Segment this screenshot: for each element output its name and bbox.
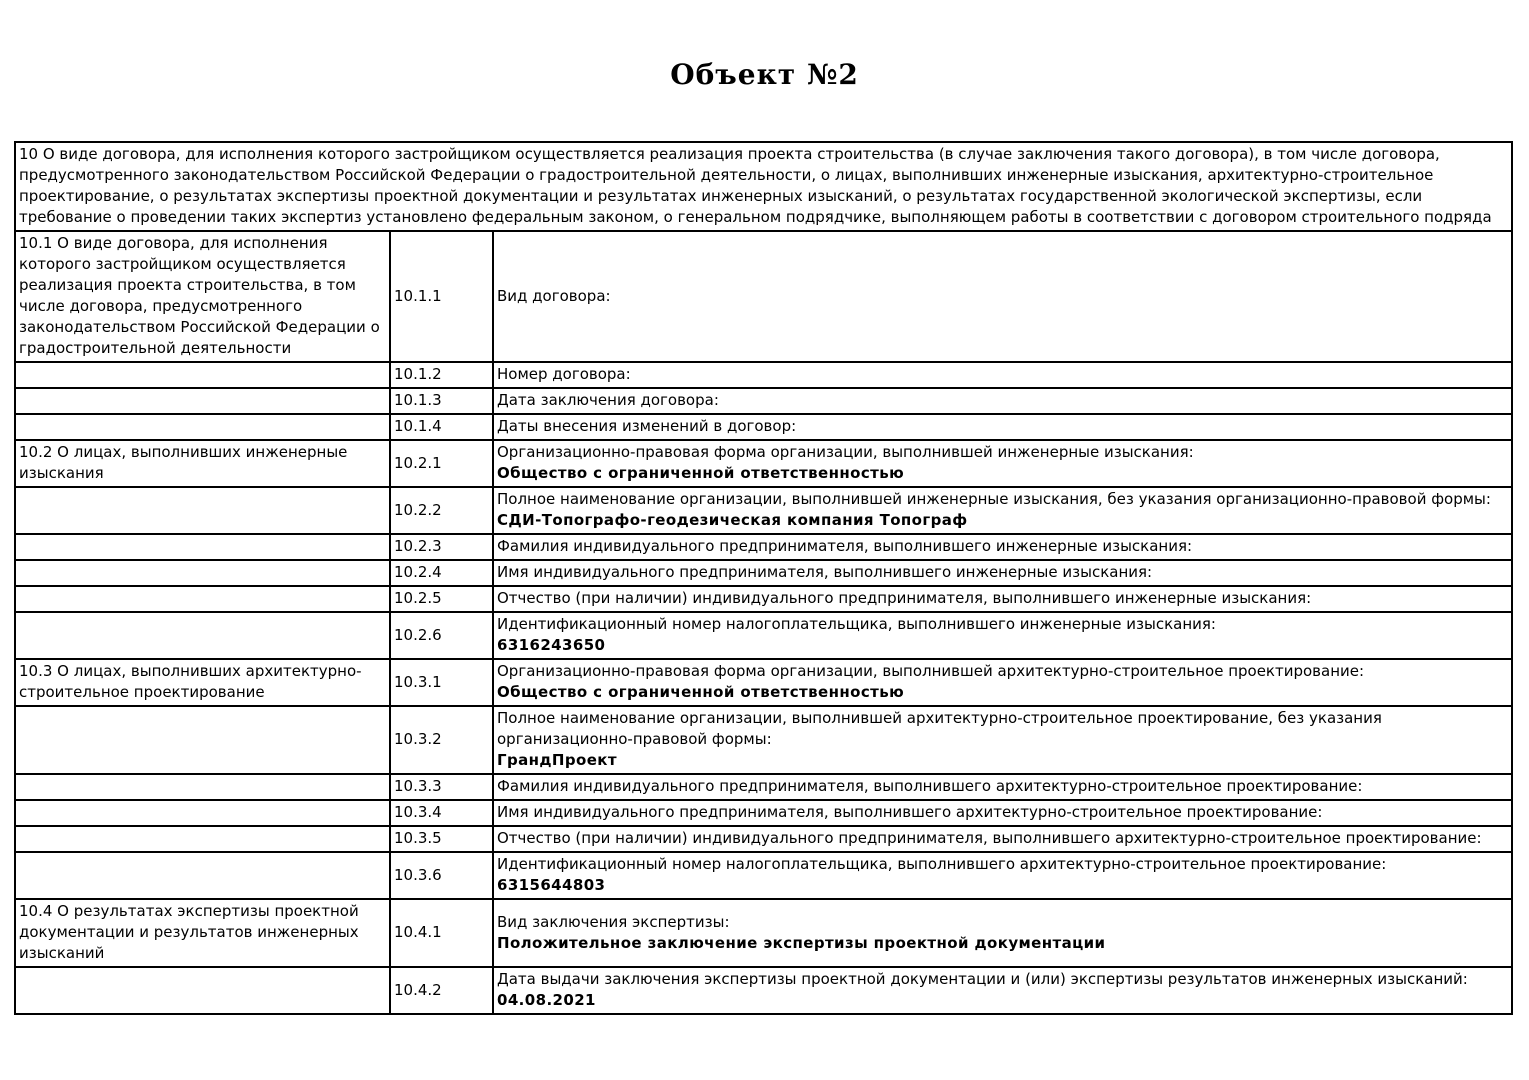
row-label: Вид заключения экспертизы: — [497, 912, 730, 931]
table-row — [15, 586, 1512, 612]
row-number: 10.2.2 — [390, 487, 493, 534]
table-row — [15, 231, 1512, 362]
page-title: Объект №2 — [670, 58, 859, 91]
row-description — [493, 534, 1512, 560]
row-number: 10.2.4 — [390, 560, 493, 586]
row-label: Имя индивидуального предпринимателя, выполнившего архитектурно-строительное проектирование: — [497, 803, 1323, 821]
row-label: Идентификационный номер налогоплательщика, выполнившего архитектурно-строительное проектирование: — [497, 855, 1387, 873]
row-section-label — [15, 706, 390, 774]
table-body — [15, 142, 1512, 1014]
row-section-label — [15, 534, 390, 560]
row-number: 10.2.3 — [390, 534, 493, 560]
row-label: Номер договора: — [497, 365, 631, 383]
row-value: СДИ-Топографо-геодезическая компания Топограф — [497, 511, 968, 529]
table-row — [15, 612, 1512, 659]
row-value: 04.08.2021 — [497, 991, 596, 1009]
row-section-label — [15, 612, 390, 659]
row-number: 10.2.1 — [390, 440, 493, 487]
row-description — [493, 706, 1512, 774]
section-10-header: 10 О виде договора, для исполнения которого застройщиком осуществляется реализация проекта строительства (в случае заключения такого договора), в том числе договора, предусмотренного законодательством Российской Федерации о градостроительной деятельности, о лицах, выполнивших инженерные изыскания, архитектурно-строительное проектирование, о результатах экспертизы проектной документации и результатах инженерных изысканий, о результатах государственной экологической экспертизы, если требование о проведении таких экспертиз установлено федеральным законом, о генеральном подрядчике, выполняющем работы в соответствии с договором строительного подряда — [15, 142, 1512, 231]
row-description — [493, 659, 1512, 706]
row-number: 10.2.5 — [390, 586, 493, 612]
row-label: Полное наименование организации, выполнившей инженерные изыскания, без указания организационно-правовой формы: — [497, 490, 1491, 508]
row-number: 10.2.6 — [390, 612, 493, 659]
row-number: 10.3.3 — [390, 774, 493, 800]
table-row — [15, 800, 1512, 826]
table-row — [15, 362, 1512, 388]
table-row — [15, 534, 1512, 560]
table-row — [15, 826, 1512, 852]
row-number: 10.4.1 — [390, 899, 493, 967]
table-section-header-row — [15, 142, 1512, 231]
row-value: 6315644803 — [497, 876, 606, 894]
table-row — [15, 659, 1512, 706]
row-description — [493, 852, 1512, 899]
table-row — [15, 388, 1512, 414]
row-label: Отчество (при наличии) индивидуального предпринимателя, выполнившего инженерные изыскания: — [497, 589, 1312, 607]
table-row — [15, 774, 1512, 800]
row-value: ГрандПроект — [497, 751, 617, 769]
row-description — [493, 560, 1512, 586]
row-value: Положительное заключение экспертизы проектной документации — [497, 933, 1106, 952]
row-description — [493, 586, 1512, 612]
row-section-label — [15, 414, 390, 440]
row-label: Полное наименование организации, выполнившей архитектурно-строительное проектирование, без указания организационно-правовой формы: — [497, 709, 1382, 748]
table-row — [15, 414, 1512, 440]
row-number: 10.3.4 — [390, 800, 493, 826]
row-label: Организационно-правовая форма организации, выполнившей инженерные изыскания: — [497, 443, 1194, 461]
row-description — [493, 414, 1512, 440]
table-row — [15, 899, 1512, 967]
row-section-label — [15, 388, 390, 414]
row-label: Дата выдачи заключения экспертизы проектной документации и (или) экспертизы результатов инженерных изысканий: — [497, 970, 1468, 988]
row-description — [493, 774, 1512, 800]
row-number: 10.3.2 — [390, 706, 493, 774]
row-description — [493, 612, 1512, 659]
row-value: Общество с ограниченной ответственностью — [497, 683, 905, 701]
table-row — [15, 440, 1512, 487]
row-description — [493, 800, 1512, 826]
row-description — [493, 388, 1512, 414]
row-label: Организационно-правовая форма организации, выполнившей архитектурно-строительное проектирование: — [497, 662, 1365, 680]
row-label: Вид договора: — [497, 286, 611, 305]
row-section-label — [15, 487, 390, 534]
row-number: 10.3.6 — [390, 852, 493, 899]
row-number: 10.3.5 — [390, 826, 493, 852]
row-number: 10.4.2 — [390, 967, 493, 1014]
row-section-label — [15, 774, 390, 800]
table-row — [15, 852, 1512, 899]
row-value: 6316243650 — [497, 636, 606, 654]
row-description — [493, 231, 1512, 362]
row-section-label: 10.3 О лицах, выполнивших архитектурно-строительное проектирование — [15, 659, 390, 706]
row-description — [493, 487, 1512, 534]
row-section-label — [15, 800, 390, 826]
row-number: 10.1.4 — [390, 414, 493, 440]
row-value: Общество с ограниченной ответственностью — [497, 464, 905, 482]
row-description — [493, 362, 1512, 388]
row-label: Имя индивидуального предпринимателя, выполнившего инженерные изыскания: — [497, 563, 1153, 581]
table-row — [15, 560, 1512, 586]
table-row — [15, 706, 1512, 774]
row-number: 10.3.1 — [390, 659, 493, 706]
row-description — [493, 899, 1512, 967]
row-label: Отчество (при наличии) индивидуального предпринимателя, выполнившего архитектурно-строительное проектирование: — [497, 829, 1482, 847]
row-number: 10.1.1 — [390, 231, 493, 362]
table-row — [15, 487, 1512, 534]
row-section-label: 10.4 О результатах экспертизы проектной документации и результатов инженерных изысканий — [15, 899, 390, 967]
row-section-label — [15, 362, 390, 388]
row-description — [493, 967, 1512, 1014]
row-section-label — [15, 586, 390, 612]
row-label: Даты внесения изменений в договор: — [497, 417, 797, 435]
row-section-label: 10.1 О виде договора, для исполнения которого застройщиком осуществляется реализация проекта строительства, в том числе договора, предусмотренного законодательством Российской Федерации о градостроительной деятельности — [15, 231, 390, 362]
row-label: Фамилия индивидуального предпринимателя, выполнившего инженерные изыскания: — [497, 537, 1193, 555]
row-section-label — [15, 560, 390, 586]
row-number: 10.1.3 — [390, 388, 493, 414]
row-section-label — [15, 852, 390, 899]
row-description — [493, 440, 1512, 487]
row-label: Фамилия индивидуального предпринимателя, выполнившего архитектурно-строительное проектирование: — [497, 777, 1363, 795]
table-row — [15, 967, 1512, 1014]
row-section-label — [15, 826, 390, 852]
row-label: Дата заключения договора: — [497, 391, 719, 409]
row-section-label — [15, 967, 390, 1014]
row-label: Идентификационный номер налогоплательщика, выполнившего инженерные изыскания: — [497, 615, 1216, 633]
declaration-table — [14, 141, 1513, 1015]
row-section-label: 10.2 О лицах, выполнивших инженерные изыскания — [15, 440, 390, 487]
row-description — [493, 826, 1512, 852]
row-number: 10.1.2 — [390, 362, 493, 388]
